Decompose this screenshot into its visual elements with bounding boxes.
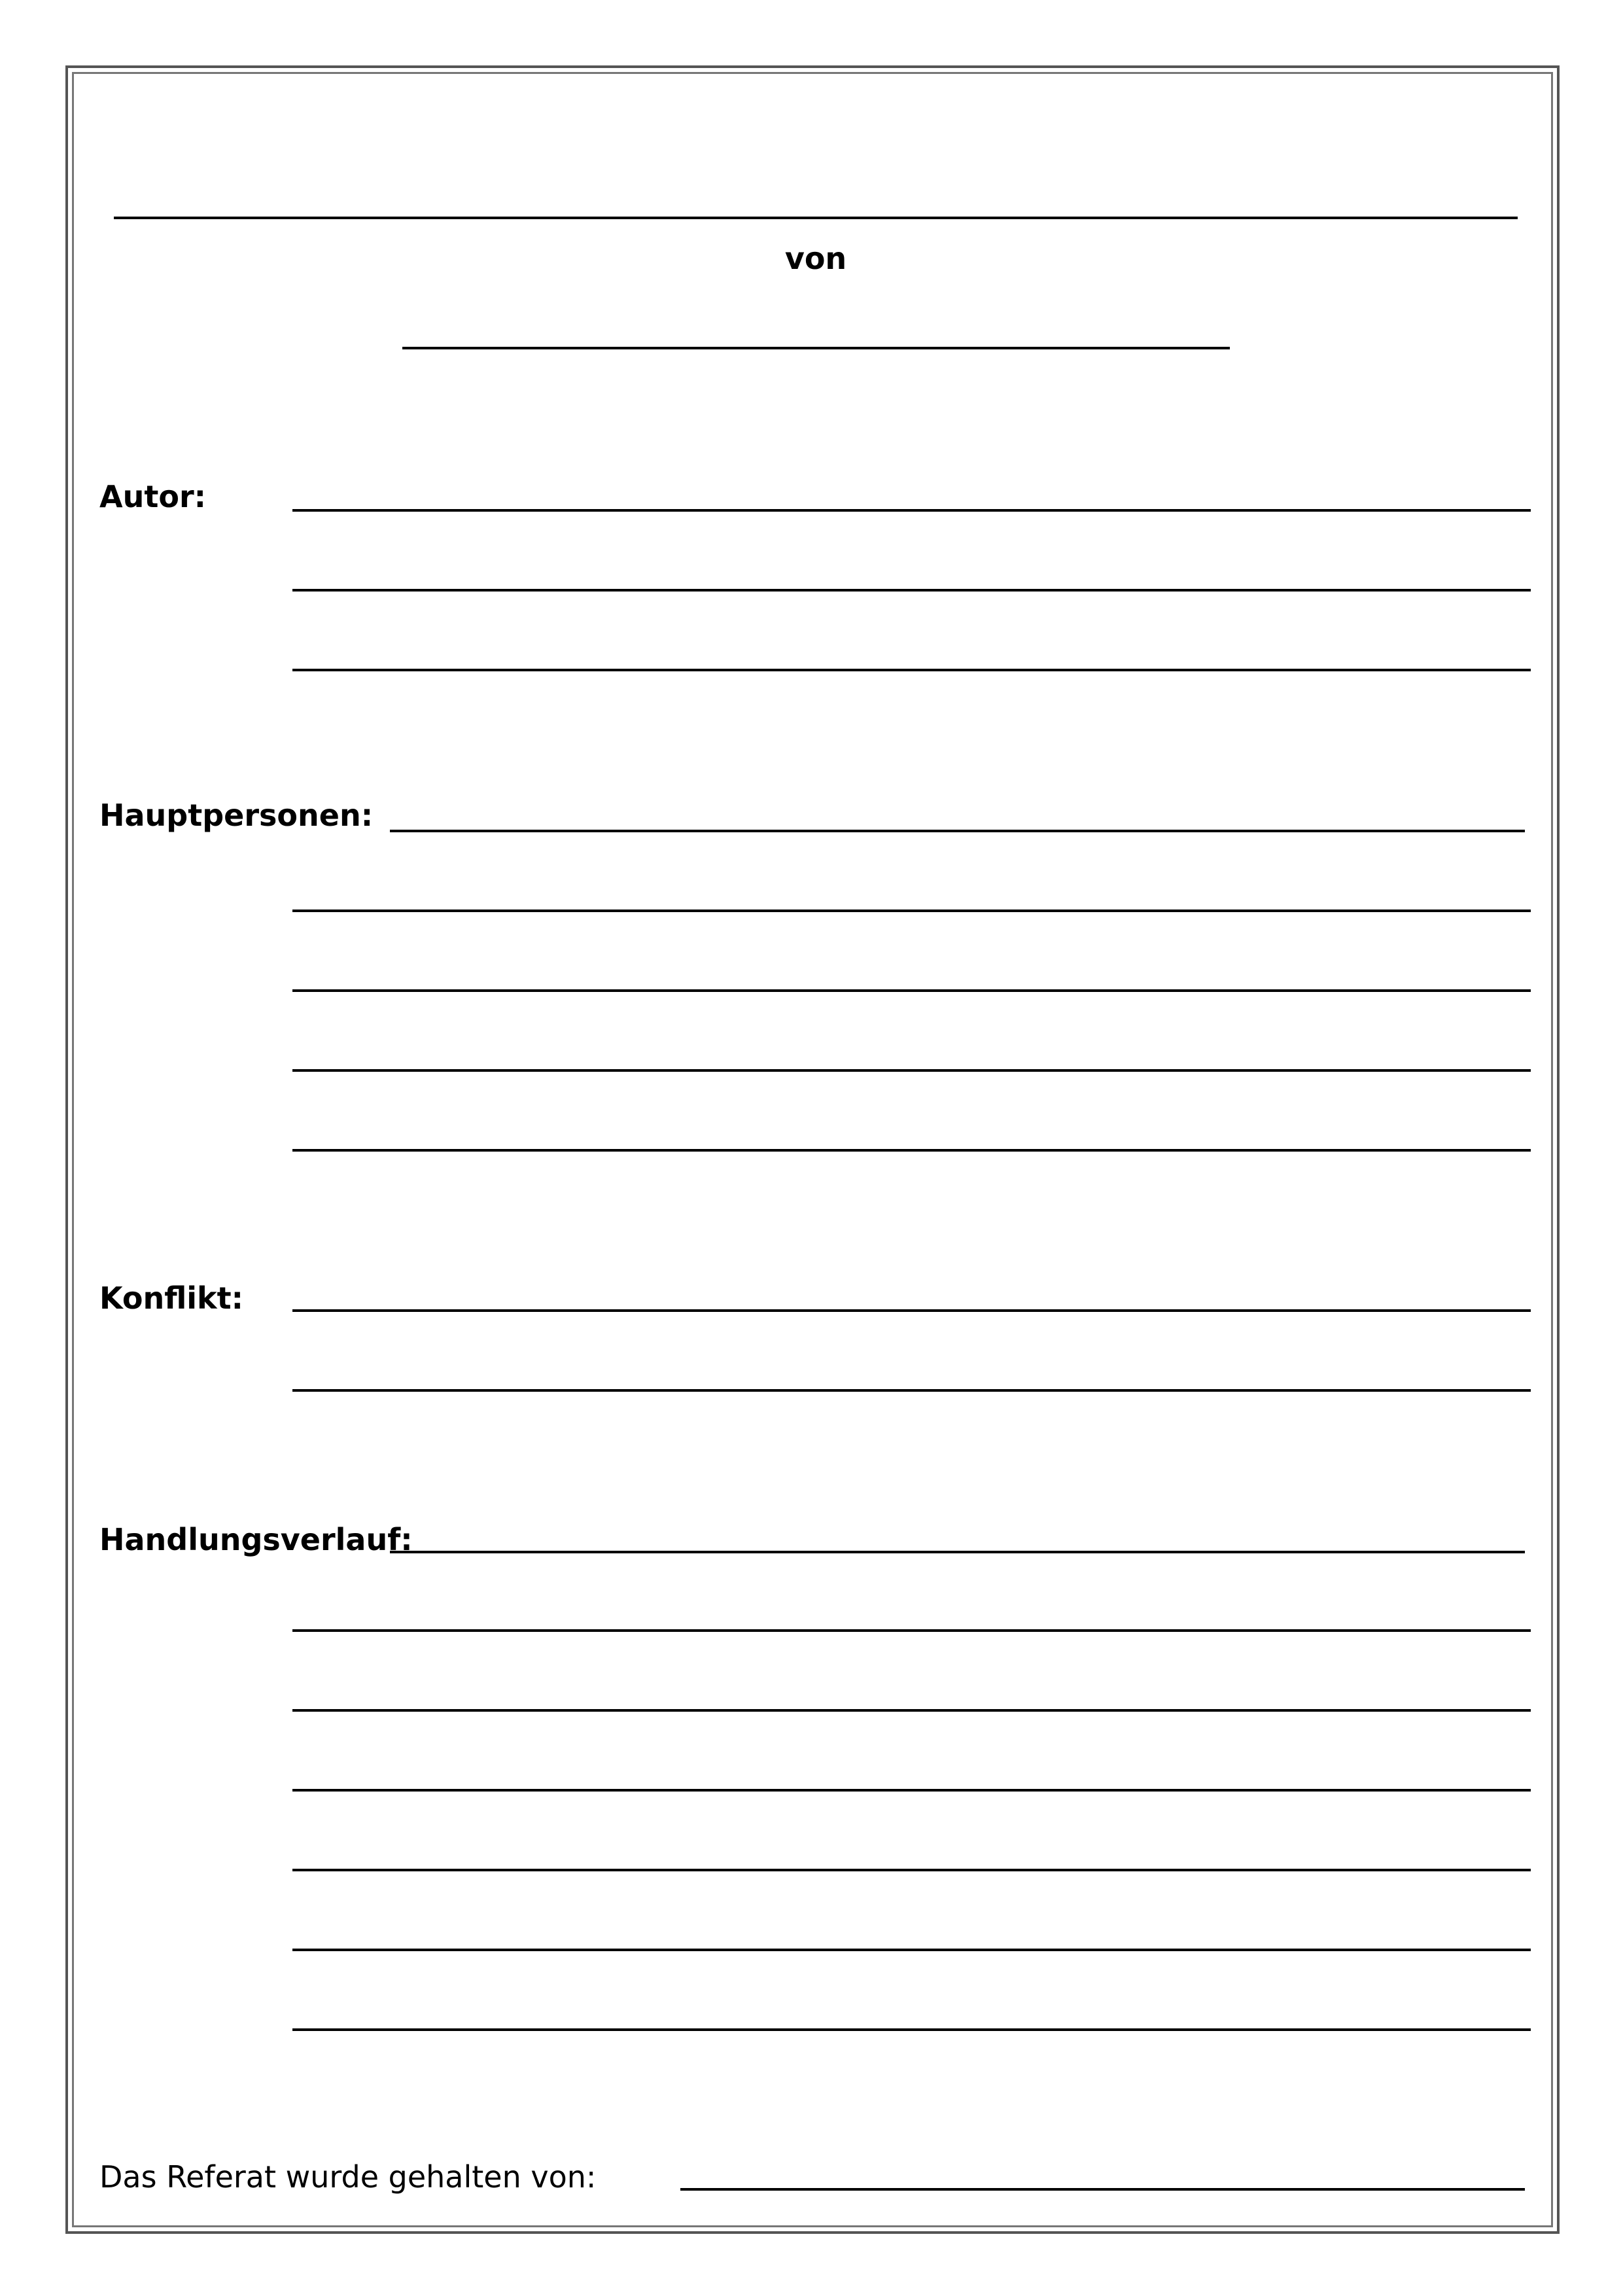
von-label: von: [784, 241, 847, 276]
handlungsverlauf-label: Handlungsverlauf:: [99, 1522, 413, 1557]
author-name-line[interactable]: [402, 347, 1230, 349]
hauptpersonen-line-3[interactable]: [292, 989, 1531, 992]
autor-label: Autor:: [99, 479, 207, 514]
handlungsverlauf-line-6[interactable]: [292, 1949, 1531, 1951]
referat-label: Das Referat wurde gehalten von:: [99, 2159, 597, 2195]
hauptpersonen-line-5[interactable]: [292, 1149, 1531, 1152]
hauptpersonen-line-4[interactable]: [292, 1069, 1531, 1072]
handlungsverlauf-line-7[interactable]: [292, 2028, 1531, 2031]
title-line[interactable]: [114, 217, 1518, 219]
hauptpersonen-line-2[interactable]: [292, 910, 1531, 912]
handlungsverlauf-line-5[interactable]: [292, 1869, 1531, 1871]
handlungsverlauf-line-2[interactable]: [292, 1629, 1531, 1632]
handlungsverlauf-line-4[interactable]: [292, 1789, 1531, 1792]
autor-line-2[interactable]: [292, 589, 1531, 592]
konflikt-label: Konflikt:: [99, 1280, 244, 1316]
hauptpersonen-label: Hauptpersonen:: [99, 798, 374, 833]
konflikt-line-2[interactable]: [292, 1389, 1531, 1392]
handlungsverlauf-line-3[interactable]: [292, 1709, 1531, 1712]
autor-line-3[interactable]: [292, 669, 1531, 671]
handlungsverlauf-line-1[interactable]: [390, 1551, 1525, 1553]
hauptpersonen-line-1[interactable]: [390, 830, 1525, 832]
autor-line-1[interactable]: [292, 509, 1531, 512]
referat-line[interactable]: [680, 2188, 1525, 2191]
konflikt-line-1[interactable]: [292, 1309, 1531, 1312]
